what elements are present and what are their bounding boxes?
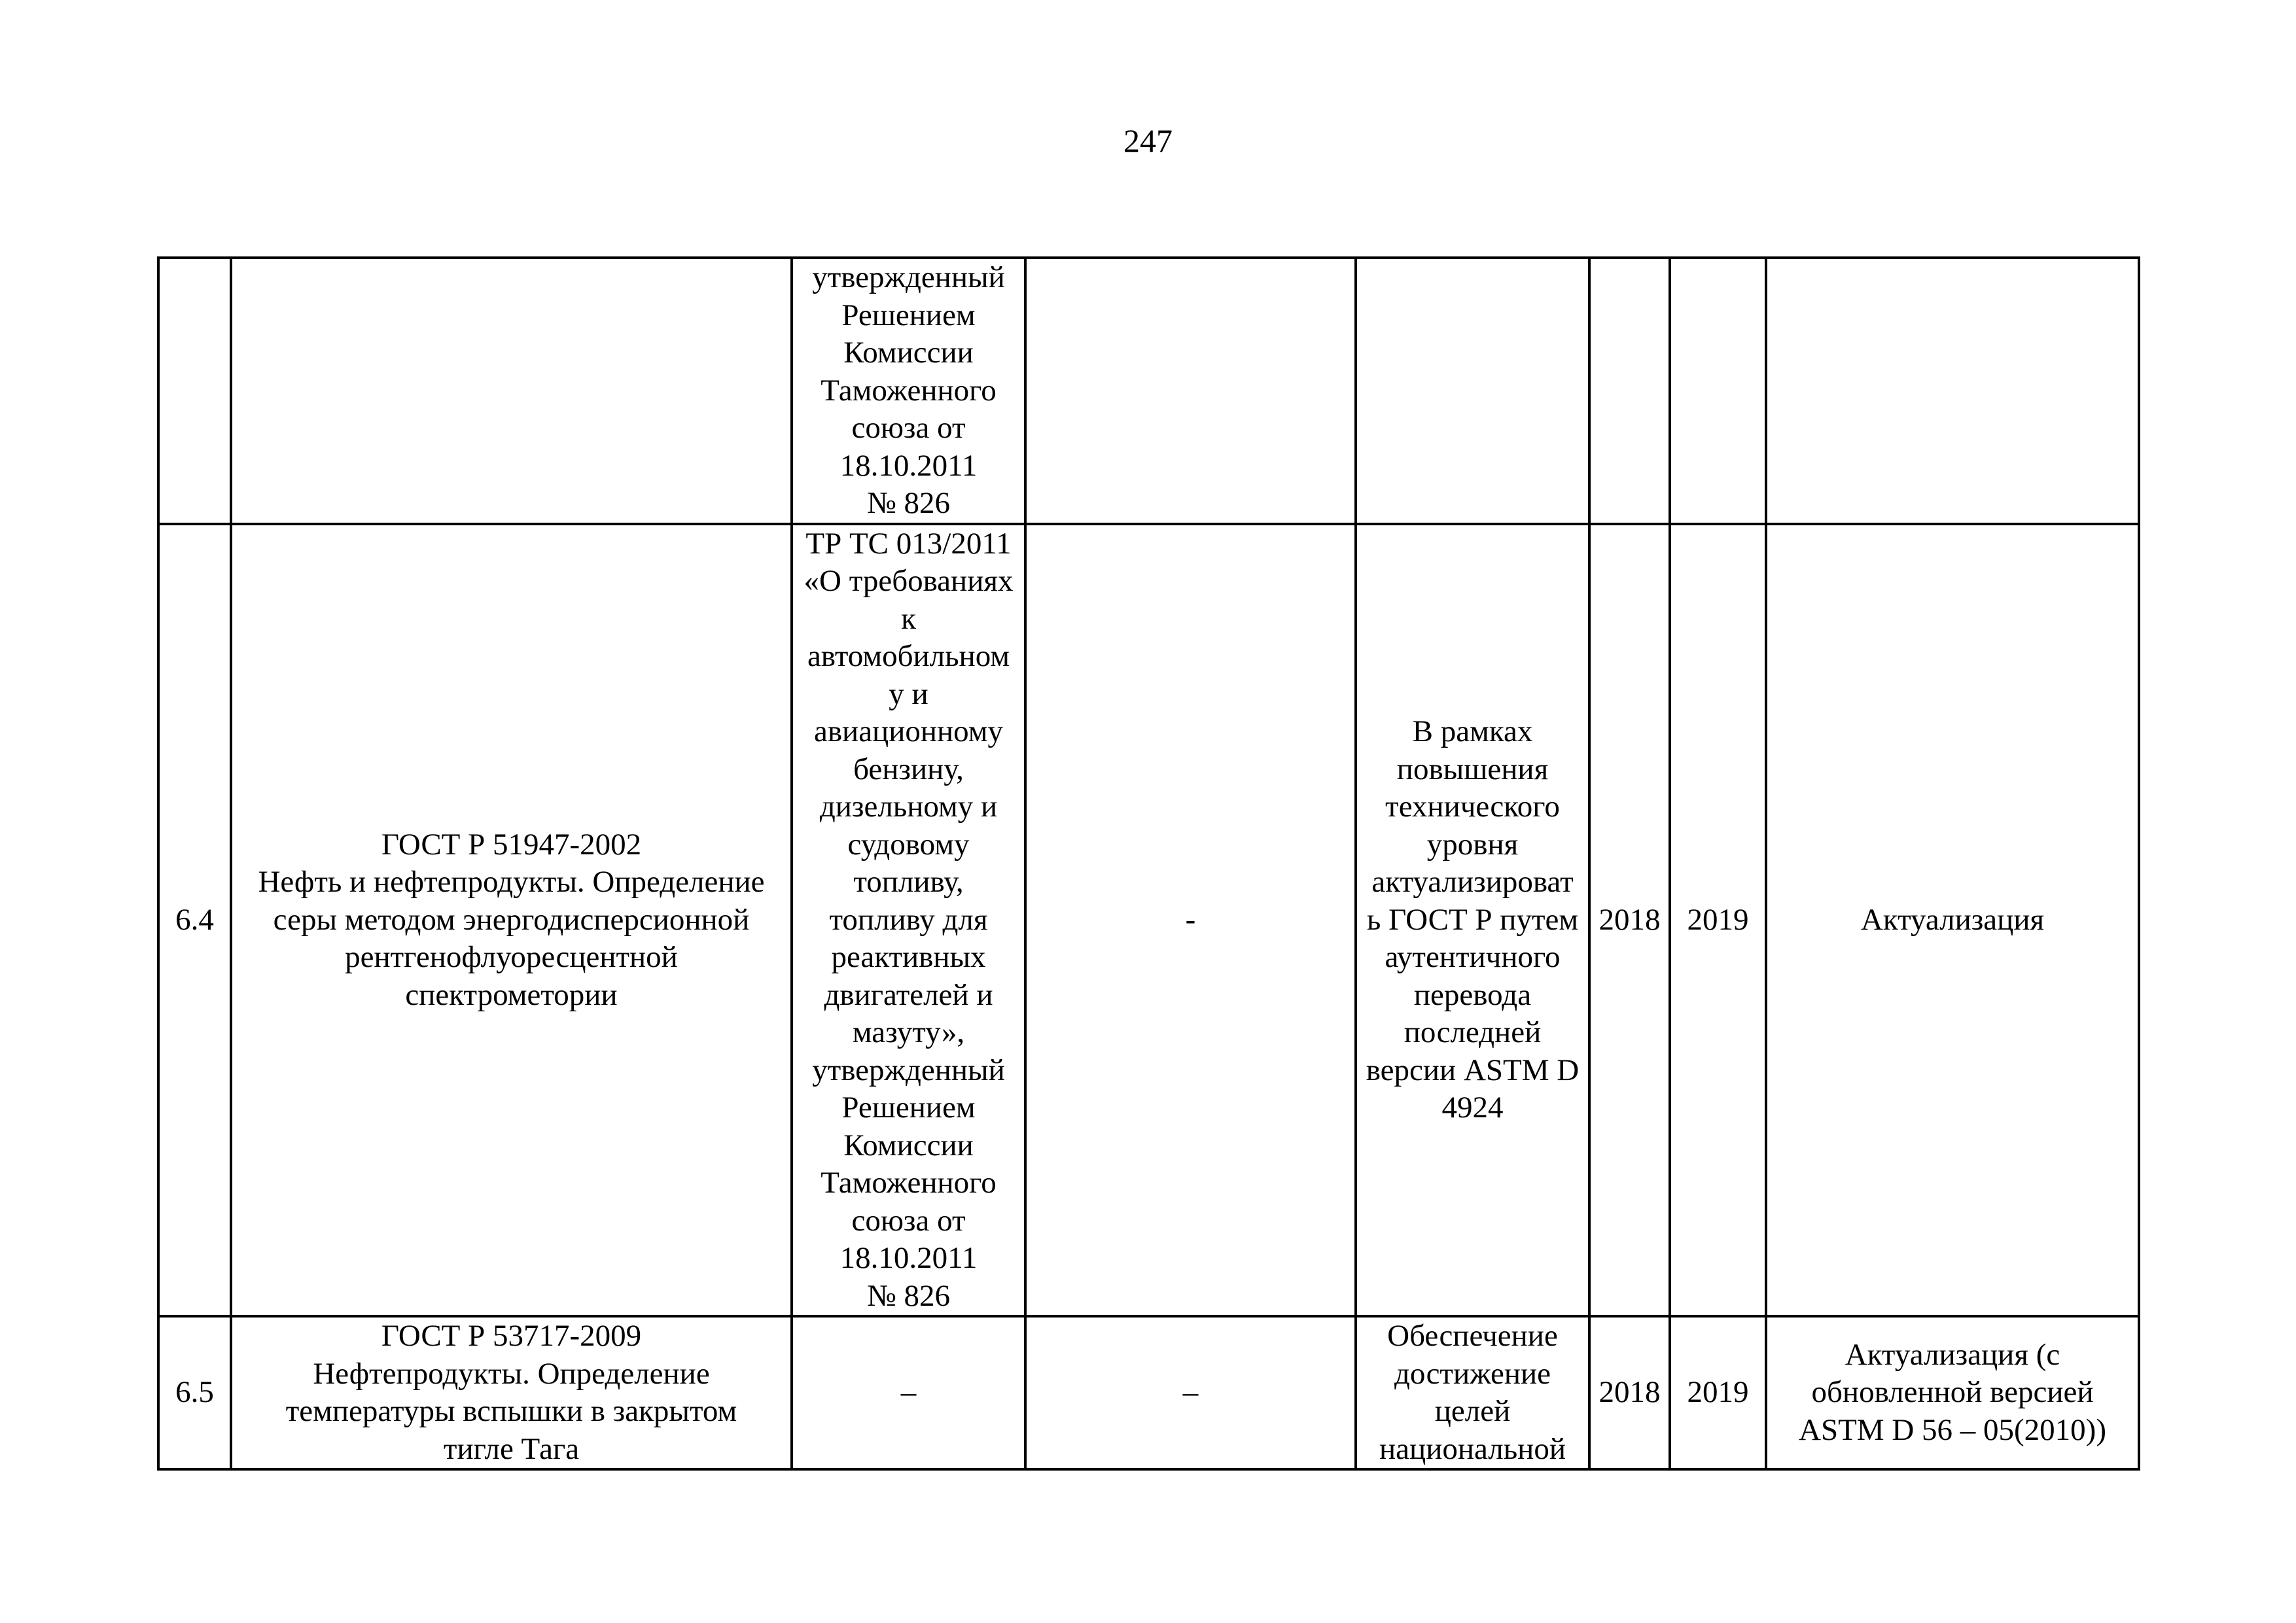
cell-text-line: 4924 (1441, 1091, 1504, 1125)
standard-cell (231, 1316, 792, 1469)
harmonization-cell (1025, 258, 1356, 524)
cell-text-line: перевода (1413, 977, 1532, 1012)
cell-text-line: Нефтепродукты. Определение (313, 1356, 710, 1391)
cell-text-line: Обеспечение (1387, 1319, 1558, 1353)
harmonization-cell: - (1025, 524, 1356, 1317)
regulation-cell (792, 1316, 1025, 1469)
start-year-cell: 2018 (1589, 524, 1670, 1317)
cell-text-line: ASTM D 56 – 05(2010)) (1799, 1412, 2106, 1447)
row-number-cell: 6.5 (158, 1316, 231, 1469)
justification-cell (1356, 524, 1589, 1317)
cell-text-line: В рамках (1412, 714, 1533, 748)
start-year-cell: 2018 (1589, 1316, 1670, 1469)
cell-text-line: Актуализация (с (1845, 1337, 2060, 1372)
cell-text-line: № 826 (866, 486, 951, 520)
cell-text-line: 18.10.2011 (839, 1241, 978, 1275)
cell-text-line: спектрометории (405, 977, 618, 1012)
action-cell (1766, 258, 2139, 524)
end-year-cell: 2019 (1670, 1316, 1766, 1469)
row-number-cell (158, 258, 231, 524)
cell-text-line: утвержденный (812, 260, 1005, 294)
cell-text-line: – (900, 1375, 917, 1410)
harmonization-cell: – (1025, 1316, 1356, 1469)
cell-text-line: целей (1434, 1394, 1511, 1428)
cell-text-line: актуализироват (1371, 865, 1574, 899)
regulation-cell (792, 524, 1025, 1317)
cell-text-line: утвержденный (812, 1053, 1005, 1087)
standards-table (157, 256, 2140, 1471)
cell-text-line: мазуту», (852, 1015, 965, 1049)
cell-text-line: дизельному и (819, 790, 998, 824)
cell-text-line: ТР ТС 013/2011 (805, 526, 1012, 561)
cell-text-line: Решением (841, 298, 976, 332)
cell-text-line: 18.10.2011 (839, 448, 978, 483)
regulation-cell (792, 258, 1025, 524)
cell-text-line: № 826 (866, 1278, 951, 1313)
justification-cell (1356, 258, 1589, 524)
cell-text-line: Таможенного (821, 1166, 997, 1200)
cell-text-line: рентгенофлуоресцентной (345, 940, 678, 974)
cell-text-line: национальной (1379, 1431, 1566, 1466)
page-number: 247 (1123, 122, 1173, 159)
cell-text-line: автомобильном (807, 639, 1010, 673)
cell-text-line: последней (1404, 1015, 1542, 1049)
standard-cell (231, 524, 792, 1317)
row-number-cell: 6.4 (158, 524, 231, 1317)
table-row (158, 524, 2139, 1317)
cell-text-line: судовому (847, 827, 970, 862)
cell-text-line: температуры вспышки в закрытом (285, 1394, 737, 1428)
cell-text-line: ь ГОСТ Р путем (1366, 902, 1579, 937)
start-year-cell (1589, 258, 1670, 524)
cell-text-line: Нефть и нефтепродукты. Определение (258, 865, 765, 899)
cell-text-line: уровня (1426, 827, 1519, 862)
cell-text-line: реактивных (831, 940, 986, 974)
action-cell (1766, 524, 2139, 1317)
cell-text-line: бензину, (853, 752, 964, 786)
cell-text-line: повышения (1396, 752, 1549, 786)
cell-text-line: топливу для (829, 902, 988, 937)
cell-text-line: союза от (851, 411, 966, 445)
cell-text-line: двигателей и (824, 977, 993, 1012)
cell-text-line: Актуализация (1860, 902, 2045, 937)
cell-text-line: Комиссии (843, 1128, 974, 1162)
cell-text-line: ГОСТ Р 53717-2009 (381, 1319, 642, 1353)
cell-text-line: Комиссии (843, 336, 974, 370)
cell-text-line: топливу, (853, 865, 964, 899)
cell-text-line: Решением (841, 1091, 976, 1125)
cell-text-line: обновленной версией (1811, 1375, 2094, 1410)
action-cell (1766, 1316, 2139, 1469)
end-year-cell: 2019 (1670, 524, 1766, 1317)
cell-text-line: аутентичного (1385, 940, 1561, 974)
cell-text-line: версии ASTM D (1366, 1053, 1580, 1087)
end-year-cell (1670, 258, 1766, 524)
cell-text-line: технического (1385, 790, 1560, 824)
cell-text-line: союза от (851, 1203, 966, 1238)
cell-text-line: достижение (1394, 1356, 1551, 1391)
cell-text-line: серы методом энергодисперсионной (273, 902, 750, 937)
table-row (158, 1316, 2139, 1469)
cell-text-line: «О требованиях (804, 564, 1014, 598)
standard-cell (231, 258, 792, 524)
table-row (158, 258, 2139, 524)
justification-cell (1356, 1316, 1589, 1469)
cell-text-line: авиационному (813, 714, 1004, 748)
cell-text-line: Таможенного (821, 373, 997, 408)
cell-text-line: у и (889, 676, 928, 711)
cell-text-line: к (901, 601, 916, 636)
cell-text-line: ГОСТ Р 51947-2002 (381, 827, 642, 862)
cell-text-line: тигле Тага (443, 1431, 580, 1466)
